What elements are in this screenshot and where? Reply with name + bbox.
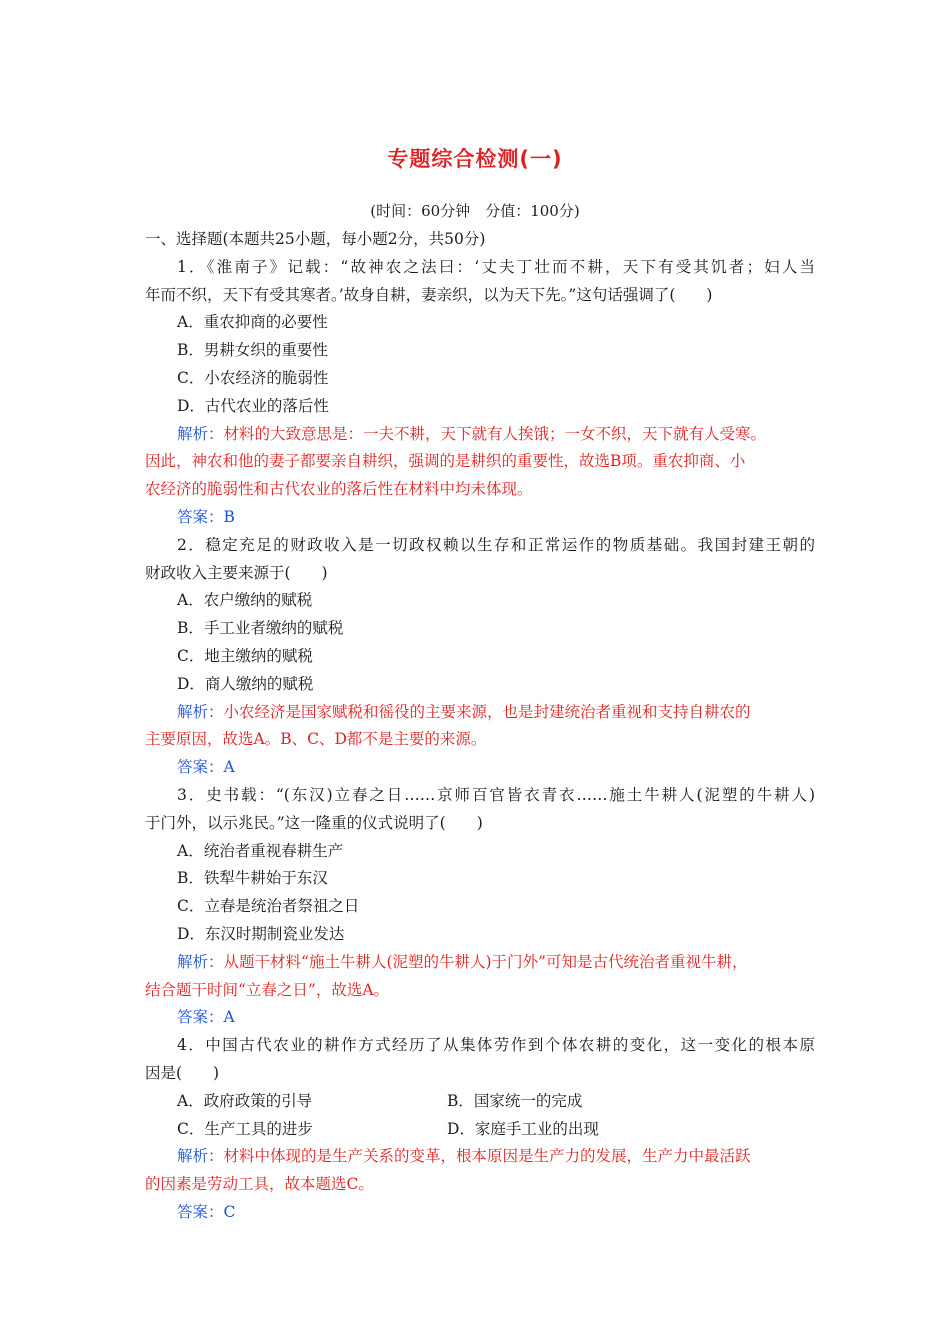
option-a: A．政府政策的引导 bbox=[177, 1091, 313, 1110]
answer-label: 答案： bbox=[177, 507, 224, 526]
question-stem-line: 3．史书载：“(东汉)立春之日……京师百官皆衣青衣……施土牛耕人(泥塑的牛耕人) bbox=[177, 785, 815, 804]
question-stem-line: 年而不织，天下有受其寒者。’故身自耕，妻亲织，以为天下先。”这句话强调了( ) bbox=[145, 285, 713, 304]
document-title: 专题综合检测(一) bbox=[387, 147, 563, 171]
option-d: D．古代农业的落后性 bbox=[177, 396, 329, 415]
question-3 bbox=[145, 782, 815, 1032]
analysis-line: 的因素是劳动工具，故本题选C。 bbox=[145, 1175, 374, 1194]
option-d: D．东汉时期制瓷业发达 bbox=[177, 924, 345, 943]
answer-label: 答案： bbox=[177, 758, 224, 777]
option-a: A．农户缴纳的赋税 bbox=[177, 591, 313, 610]
document-content bbox=[145, 226, 815, 1227]
question-stem-line: 2．稳定充足的财政收入是一切政权赖以生存和正常运作的物质基础。我国封建王朝的 bbox=[177, 535, 815, 554]
option-c: C．小农经济的脆弱性 bbox=[177, 368, 329, 387]
option-b: B．国家统一的完成 bbox=[447, 1091, 583, 1110]
answer-label: 答案： bbox=[177, 1008, 224, 1027]
option-b: B．铁犁牛耕始于东汉 bbox=[177, 869, 328, 888]
answer-value: A bbox=[223, 1008, 235, 1027]
analysis-line: 结合题干时间“立春之日”，故选A。 bbox=[145, 980, 390, 999]
option-d: D．商人缴纳的赋税 bbox=[177, 674, 314, 693]
question-stem-line: 4．中国古代农业的耕作方式经历了从集体劳作到个体农耕的变化，这一变化的根本原 bbox=[177, 1036, 815, 1055]
section-heading: 一、选择题(本题共25小题，每小题2分，共50分) bbox=[145, 230, 486, 248]
option-c: C．生产工具的进步 bbox=[177, 1119, 313, 1138]
question-stem-line: 于门外，以示兆民。”这一隆重的仪式说明了( ) bbox=[145, 813, 483, 832]
option-row bbox=[145, 1088, 815, 1116]
option-b: B．手工业者缴纳的赋税 bbox=[177, 619, 344, 638]
question-stem-line: 财政收入主要来源于( ) bbox=[145, 563, 328, 582]
analysis-line: 解析：小农经济是国家赋税和徭役的主要来源，也是封建统治者重视和支持自耕农的 bbox=[177, 702, 751, 721]
question-stem-line: 1．《淮南子》记载：“故神农之法曰：‘丈夫丁壮而不耕，天下有受其饥者；妇人当 bbox=[177, 257, 815, 276]
option-a: A．统治者重视春耕生产 bbox=[177, 841, 344, 860]
option-d: D．家庭手工业的出现 bbox=[447, 1119, 599, 1138]
question-4 bbox=[145, 1032, 815, 1227]
answer-value: B bbox=[223, 507, 235, 526]
answer-value: C bbox=[223, 1202, 236, 1221]
answer-line bbox=[145, 754, 815, 782]
answer-line bbox=[145, 1004, 815, 1032]
analysis-line: 因此，神农和他的妻子都要亲自耕织，强调的是耕织的重要性，故选B项。重农抑商、小 bbox=[145, 452, 746, 471]
analysis-label: 解析： bbox=[177, 1147, 224, 1166]
analysis-label: 解析： bbox=[177, 424, 224, 443]
analysis-line: 主要原因，故选A。B、C、D都不是主要的来源。 bbox=[145, 730, 487, 749]
answer-label: 答案： bbox=[177, 1202, 224, 1221]
question-2 bbox=[145, 532, 815, 782]
analysis-line: 解析：材料中体现的是生产关系的变革，根本原因是生产力的发展，生产力中最活跃 bbox=[177, 1147, 751, 1166]
analysis-line: 农经济的脆弱性和古代农业的落后性在材料中均未体现。 bbox=[145, 480, 533, 499]
exam-meta: (时间：60分钟 分值：100分) bbox=[370, 202, 580, 220]
question-1 bbox=[145, 254, 815, 532]
option-b: B．男耕女织的重要性 bbox=[177, 341, 328, 360]
option-row bbox=[145, 1116, 815, 1144]
analysis-label: 解析： bbox=[177, 952, 224, 971]
option-c: C．地主缴纳的赋税 bbox=[177, 646, 313, 665]
option-c: C．立春是统治者祭祖之日 bbox=[177, 897, 360, 916]
answer-line bbox=[145, 504, 815, 532]
question-stem-line: 因是( ) bbox=[145, 1063, 220, 1082]
analysis-line: 解析：从题干材料“施土牛耕人(泥塑的牛耕人)于门外”可知是古代统治者重视牛耕， bbox=[177, 952, 748, 971]
answer-line bbox=[145, 1199, 815, 1227]
analysis-line: 解析：材料的大致意思是：一夫不耕，天下就有人挨饿；一女不织，天下就有人受寒。 bbox=[177, 424, 767, 443]
option-a: A．重农抑商的必要性 bbox=[177, 313, 328, 332]
answer-value: A bbox=[223, 758, 235, 777]
analysis-label: 解析： bbox=[177, 702, 224, 721]
